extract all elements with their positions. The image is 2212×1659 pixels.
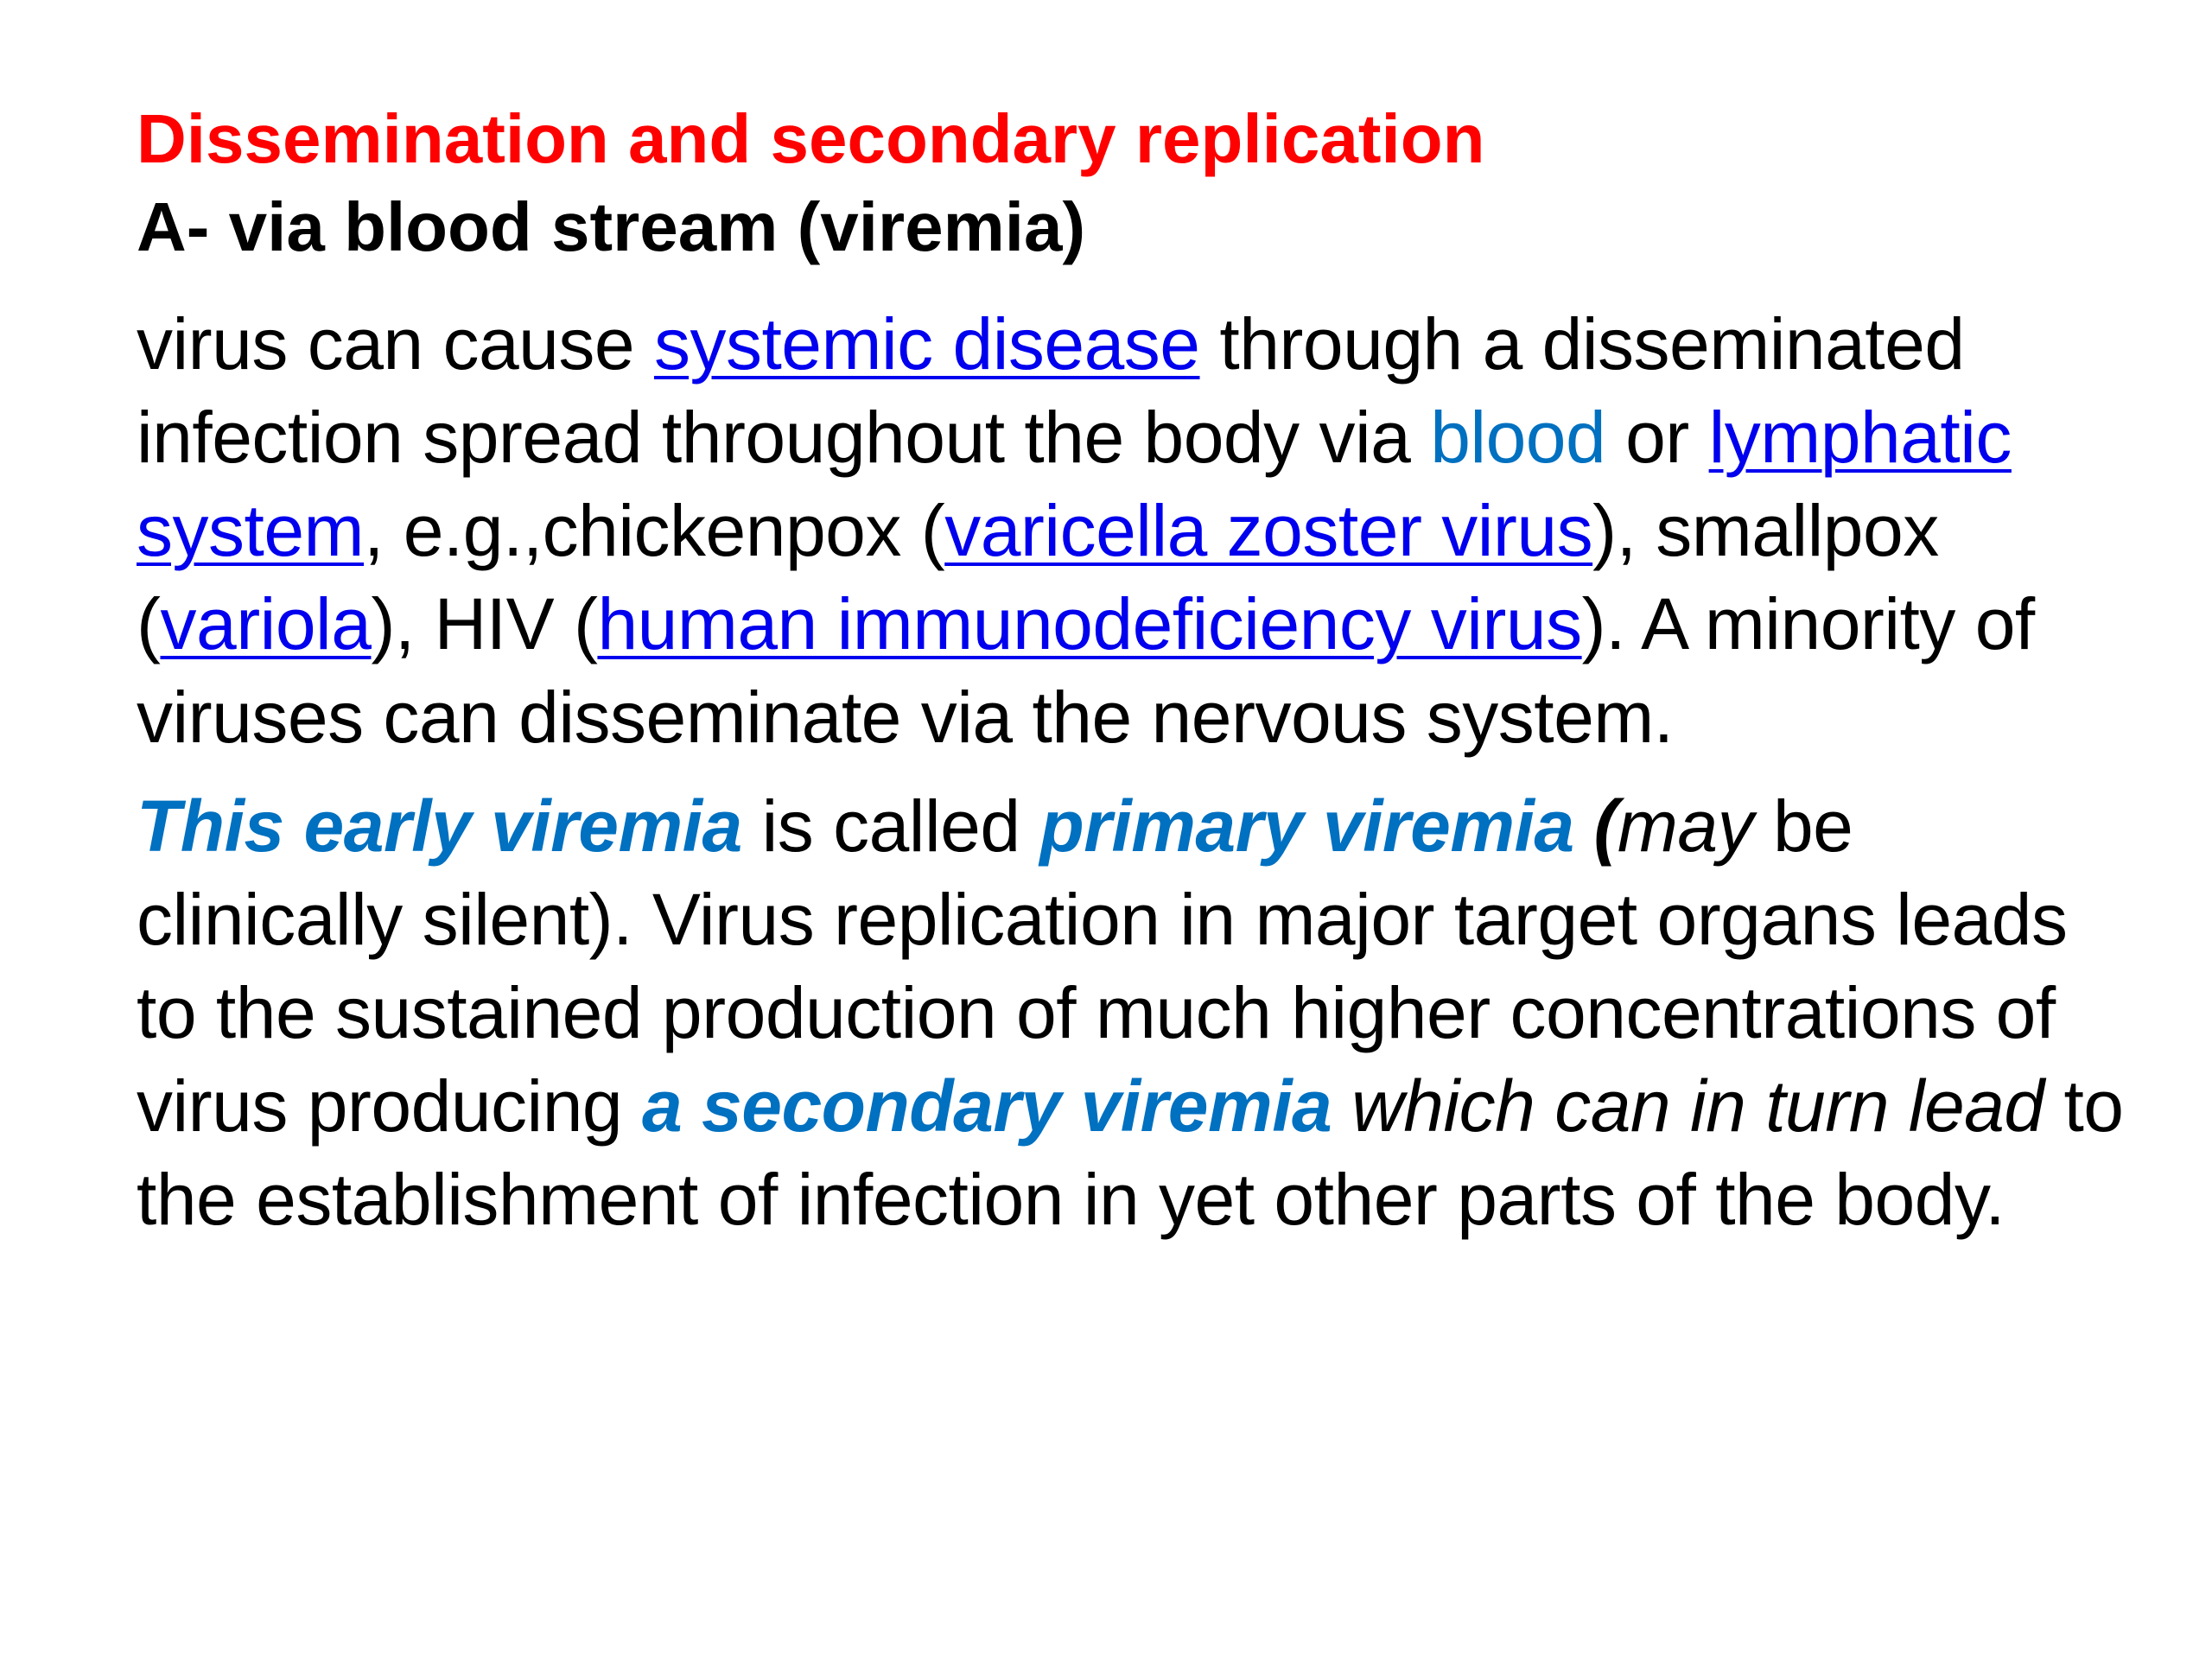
blood-term: blood bbox=[1430, 397, 1606, 478]
link-systemic-disease[interactable]: systemic disease bbox=[653, 303, 1200, 385]
text-run: ), HIV ( bbox=[371, 583, 598, 664]
text-run: ). A minority of viruses can disseminate via the nervous system. bbox=[137, 583, 2035, 758]
text-run: virus can cause bbox=[137, 303, 654, 385]
early-viremia-term: This early viremia bbox=[137, 785, 742, 867]
open-paren: ( bbox=[1593, 785, 1618, 867]
secondary-viremia-term: a secondary viremia bbox=[641, 1065, 1332, 1147]
link-variola[interactable]: variola bbox=[160, 583, 372, 664]
paragraph-viremia-intro bbox=[137, 297, 2124, 764]
text-run: , e.g.,chickenpox ( bbox=[364, 490, 945, 571]
slide-title: Dissemination and secondary replication bbox=[137, 100, 1485, 177]
primary-viremia-term: primary viremia bbox=[1039, 785, 1574, 867]
link-lymphatic-system[interactable]: lymphatic system bbox=[137, 397, 2012, 571]
text-run: be clinically silent). Virus replication in major target organs leads to the sustained production of much higher concentrations of virus producing bbox=[137, 785, 2068, 1147]
may-term: may bbox=[1617, 785, 1754, 867]
which-can-phrase: which can in turn lead bbox=[1332, 1065, 2044, 1147]
text-run bbox=[1574, 785, 1594, 867]
text-run: to the establishment of infection in yet other parts of the body. bbox=[137, 1065, 2124, 1240]
text-run: through a disseminated infection spread throughout the body via bbox=[137, 303, 1965, 478]
text-run: ), smallpox ( bbox=[137, 490, 1939, 664]
link-varicella-zoster-virus[interactable]: varicella zoster virus bbox=[944, 490, 1593, 571]
text-run: or bbox=[1605, 397, 1709, 478]
link-human-immunodeficiency-virus[interactable]: human immunodeficiency virus bbox=[597, 583, 1582, 664]
paragraph-primary-secondary-viremia bbox=[137, 779, 2124, 1246]
text-run: is called bbox=[741, 785, 1040, 867]
slide-subtitle: A- via blood stream (viremia) bbox=[137, 188, 1086, 265]
slide-content bbox=[137, 95, 2124, 1246]
